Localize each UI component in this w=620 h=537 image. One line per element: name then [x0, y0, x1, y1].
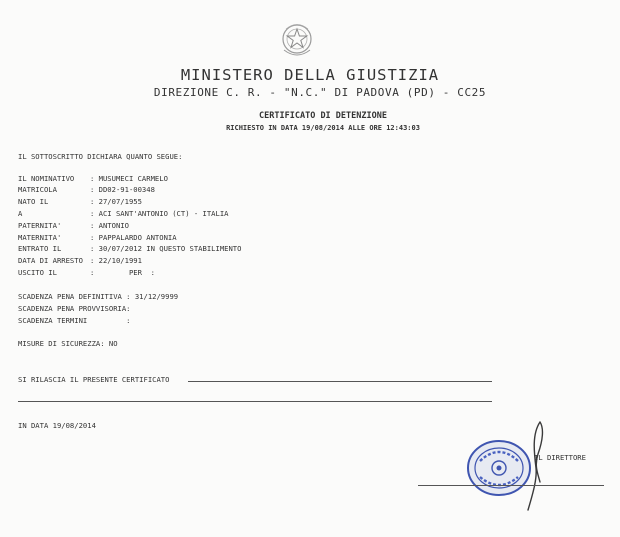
sentence-provisional: SCADENZA PENA PROVVISORIA: [18, 304, 131, 313]
field-label-name: IL NOMINATIVO [18, 174, 75, 183]
intro-text: IL SOTTOSCRITTO DICHIARA QUANTO SEGUE: [18, 152, 183, 161]
field-value-paternity: : ANTONIO [90, 221, 129, 230]
release-fill-line [188, 381, 492, 382]
field-label-paternity: PATERNITA' [18, 221, 62, 230]
field-label-exit: USCITO IL [18, 268, 57, 277]
field-value-birthplace: : ACI SANT'ANTONIO (CT) - ITALIA [90, 209, 229, 218]
sentence-definitive: SCADENZA PENA DEFINITIVA : 31/12/9999 [18, 292, 179, 301]
field-value-exit: : PER : [90, 268, 155, 277]
director-signature-icon [510, 418, 560, 518]
director-label: IL DIRETTORE [534, 453, 586, 462]
field-label-birthdate: NATO IL [18, 197, 49, 206]
ministry-title: MINISTERO DELLA GIUSTIZIA [180, 66, 440, 84]
republic-emblem-icon [278, 20, 316, 60]
field-label-birthplace: A [18, 209, 23, 218]
issue-date: IN DATA 19/08/2014 [18, 421, 96, 430]
certificate-title: CERTIFICATO DI DETENZIONE [259, 111, 387, 121]
security-measures: MISURE DI SICUREZZA: NO [18, 339, 118, 348]
sentence-terms: SCADENZA TERMINI : [18, 316, 131, 325]
field-value-matricola: : DD02-91-00348 [90, 185, 155, 194]
field-label-entry: ENTRATO IL [18, 244, 62, 253]
directorate-line: DIREZIONE C. R. - "N.C." DI PADOVA (PD) - CC25 [153, 86, 487, 99]
release-statement: SI RILASCIA IL PRESENTE CERTIFICATO [18, 375, 170, 384]
field-label-maternity: MATERNITA' [18, 233, 62, 242]
field-label-matricola: MATRICOLA [18, 185, 57, 194]
signature-line [418, 485, 604, 486]
request-timestamp: RICHIESTO IN DATA 19/08/2014 ALLE ORE 12:43:03 [226, 124, 420, 132]
release-fill-line-2 [18, 401, 492, 402]
field-value-name: : MUSUMECI CARMELO [90, 174, 168, 183]
field-value-maternity: : PAPPALARDO ANTONIA [90, 233, 177, 242]
field-label-arrest: DATA DI ARRESTO [18, 256, 83, 265]
field-value-arrest: : 22/10/1991 [90, 256, 142, 265]
field-value-entry: : 30/07/2012 IN QUESTO STABILIMENTO [90, 244, 242, 253]
field-value-birthdate: : 27/07/1955 [90, 197, 142, 206]
